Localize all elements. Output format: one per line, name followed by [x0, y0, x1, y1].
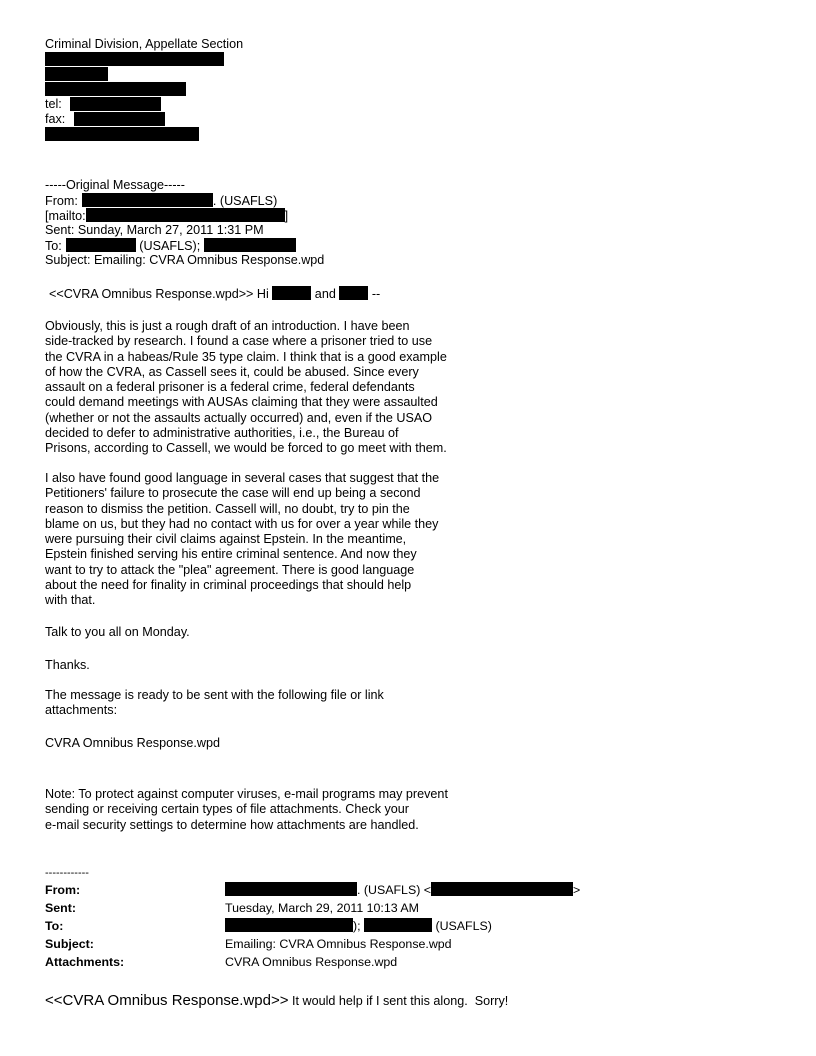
reply-to-suffix: (USAFLS): [432, 919, 492, 933]
redaction-bar: [45, 52, 224, 66]
closing-line: Talk to you all on Monday.: [45, 625, 190, 639]
reply-body-line: [45, 991, 508, 1010]
reply-to-value: [225, 918, 492, 935]
reply-divider: ------------: [45, 867, 89, 879]
redaction-bar: [45, 82, 186, 96]
reply-subject-value: Emailing: CVRA Omnibus Response.wpd: [225, 937, 452, 951]
original-from-suffix: . (USAFLS): [212, 194, 278, 208]
redaction-bar: [339, 286, 368, 300]
reply-attachments-value: CVRA Omnibus Response.wpd: [225, 955, 398, 969]
redaction-bar: [82, 193, 213, 207]
reply-to-label: To:: [45, 919, 64, 933]
reply-subject-label: Subject:: [45, 937, 94, 951]
attachment-filename: CVRA Omnibus Response.wpd: [45, 736, 220, 750]
reply-to-mid: );: [353, 919, 365, 933]
greeting-and: and: [311, 287, 340, 301]
reply-from-mid: . (USAFLS) <: [357, 883, 432, 897]
original-to-mid: (USAFLS);: [135, 239, 204, 253]
redaction-bar: [70, 97, 161, 111]
attachment-note: The message is ready to be sent with the following file or link attachments:: [45, 688, 384, 718]
mailto-close: ]: [284, 209, 289, 223]
reply-from-close: >: [573, 883, 581, 897]
thanks-line: Thanks.: [45, 658, 90, 672]
redaction-bar: [225, 882, 357, 896]
original-sent-line: Sent: Sunday, March 27, 2011 1:31 PM: [45, 223, 264, 237]
reply-from-value: [225, 882, 580, 899]
reply-message: It would help if I sent this along. Sorry!: [288, 994, 509, 1008]
signature-org: Criminal Division, Appellate Section: [45, 37, 244, 51]
tel-label: tel:: [45, 97, 62, 111]
redaction-bar: [431, 882, 573, 896]
greeting-suffix: --: [368, 287, 381, 301]
redaction-bar: [364, 918, 432, 932]
mailto-open: [mailto:: [45, 209, 86, 223]
redaction-bar: [45, 127, 199, 141]
redaction-bar: [225, 918, 353, 932]
redaction-bar: [45, 67, 108, 81]
body-paragraph-2: I also have found good language in several cases that suggest that the Petitioners' failure to prosecute the case will end up being a second reason to dismiss the petition. Cassell will, no doubt, try to pin the blame on us, but they had no contact with us for over a year while they were pursuing their civil claims against Epstein. In the meantime, Epstein finished serving his entire criminal sentence. And now they want to try to attack the "plea" agreement. There is good language about the need for finality in criminal proceedings that should help with that.: [45, 471, 440, 608]
reply-attachments-label: Attachments:: [45, 955, 125, 969]
redaction-bar: [204, 238, 296, 252]
signature-fax: [45, 112, 65, 127]
original-subject-line: Subject: Emailing: CVRA Omnibus Response.wpd: [45, 253, 325, 267]
body-paragraph-1: Obviously, this is just a rough draft of an introduction. I have been side-tracked by research. I found a case where a prisoner tried to use the CVRA in a habeas/Rule 35 type claim. I think that is a good example of how the CVRA, as Cassell sees it, could be abused. Since every assault on a federal prisoner is a federal crime, federal defendants could demand meetings with AUSAs claiming that they were assaulted (whether or not the assaults actually occurred) and, even if the USAO decided to defer to administrative authorities, i.e., the Bureau of Prisons, according to Cassell, we would be forced to go meet with them.: [45, 319, 447, 456]
virus-note: Note: To protect against computer viruses, e-mail programs may prevent sending or receiving certain types of file attachments. Check your e-mail security settings to determine how attachments are handled.: [45, 787, 448, 832]
greeting-line: [49, 286, 380, 301]
reply-sent-value: Tuesday, March 29, 2011 10:13 AM: [225, 901, 420, 915]
redaction-bar: [86, 208, 285, 222]
original-mailto-line: [45, 208, 288, 223]
original-to-label: To:: [45, 239, 62, 253]
original-from-line: [45, 193, 277, 208]
reply-sent-label: Sent:: [45, 901, 76, 915]
original-message-divider: -----Original Message-----: [45, 178, 185, 192]
redaction-bar: [272, 286, 311, 300]
reply-attachment-tag: <<CVRA Omnibus Response.wpd>>: [45, 992, 289, 1009]
original-to-line: [45, 238, 296, 253]
greeting-prefix: <<CVRA Omnibus Response.wpd>> Hi: [49, 287, 273, 301]
signature-tel: [45, 97, 62, 112]
redaction-bar: [66, 238, 136, 252]
redaction-bar: [74, 112, 165, 126]
fax-label: fax:: [45, 112, 66, 126]
original-from-label: From:: [45, 194, 78, 208]
reply-from-label: From:: [45, 883, 81, 897]
